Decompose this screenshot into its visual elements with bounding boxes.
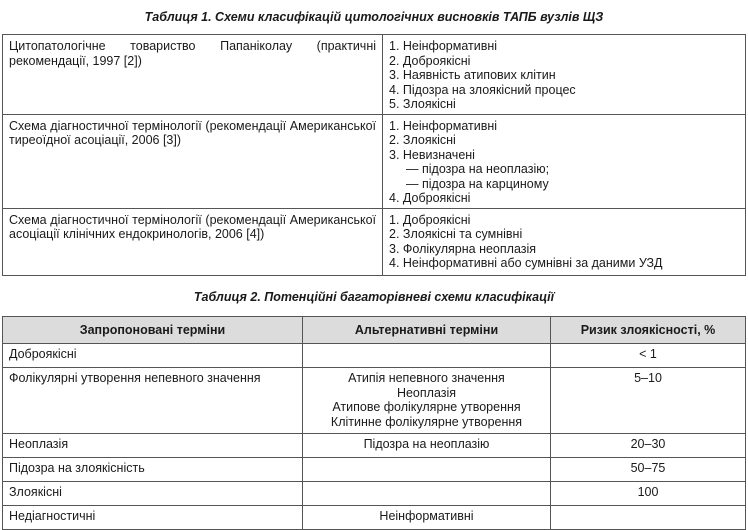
risk-cell: 50–75: [551, 458, 746, 482]
table-row: [3, 114, 746, 208]
table-row: [3, 35, 746, 115]
multitier-schemes-table: [2, 316, 746, 530]
categories-cell: [383, 35, 746, 115]
list-item: 4. Підозра на злоякісний процес: [389, 82, 576, 97]
scheme-cell: Схема діагностичної термінології (рекомендації Американської асоціації клінічних ендокринологів, 2006 [4]): [3, 208, 383, 275]
categories-cell: [383, 208, 746, 275]
list-item: 1. Неінформативні: [389, 118, 498, 133]
categories-cell: [383, 114, 746, 208]
list-subitem: — підозра на неоплазію;: [406, 162, 550, 176]
scheme-cell: Цитопатологічне товариство Папаніколау (практичні рекомендації, 1997 [2]): [3, 35, 383, 115]
table-row: [3, 458, 746, 482]
risk-cell: 100: [551, 482, 746, 506]
term-cell: Підозра на злоякісність: [3, 458, 303, 482]
list-item: 4. Неінформативні або сумнівні за даними УЗД: [389, 256, 663, 270]
term-cell: Недіагностичні: [3, 506, 303, 530]
alt-terms-cell: [303, 434, 551, 458]
column-header: Альтернативні терміни: [303, 317, 551, 344]
column-header: Ризик злоякісності, %: [551, 317, 746, 344]
list-item: 1. Неінформативні: [389, 39, 498, 53]
list-item: 1. Доброякісні: [389, 212, 471, 227]
list-item: 3. Фолікулярна неоплазія: [389, 241, 537, 256]
alt-term: Підозра на неоплазію: [363, 437, 490, 451]
risk-cell: 20–30: [551, 434, 746, 458]
term-cell: Фолікулярні утворення непевного значення: [3, 368, 303, 434]
risk-cell: 5–10: [551, 368, 746, 434]
table-row: [3, 482, 746, 506]
alt-terms-cell: [303, 368, 551, 434]
table-row: [3, 368, 746, 434]
table-row: [3, 506, 746, 530]
risk-cell: [551, 506, 746, 530]
alt-terms-cell: [303, 506, 551, 530]
list-item: 2. Злоякісні: [389, 133, 456, 147]
scheme-cell: Схема діагностичної термінології (рекомендації Американської тиреоїдної асоціації, 2006 [3]): [3, 114, 383, 208]
table-row: [3, 208, 746, 275]
risk-cell: < 1: [551, 344, 746, 368]
table2-caption: Таблиця 2. Потенційні багаторівневі схеми класифікації: [193, 290, 555, 304]
table-header-row: [3, 317, 746, 344]
table1-caption: Таблиця 1. Схеми класифікацій цитологічних висновків ТАПБ вузлів ЩЗ: [144, 10, 604, 24]
classification-schemes-table: [2, 34, 746, 276]
table-row: [3, 344, 746, 368]
alt-term: Неінформативні: [379, 509, 474, 523]
list-item: 2. Злоякісні та сумнівні: [389, 227, 523, 241]
alt-term: Атипія непевного значення: [348, 371, 505, 385]
alt-terms-cell: [303, 458, 551, 482]
alt-term: Клітинне фолікулярне утворення: [330, 414, 523, 429]
list-item: 3. Наявність атипових клітин: [389, 68, 556, 82]
term-cell: Доброякісні: [3, 344, 303, 368]
list-subitem: — підозра на карциному: [406, 176, 549, 191]
term-cell: Неоплазія: [3, 434, 303, 458]
table-row: [3, 434, 746, 458]
alt-term: Неоплазія: [396, 385, 457, 400]
alt-term: Атипове фолікулярне утворення: [332, 400, 521, 414]
term-cell: Злоякісні: [3, 482, 303, 506]
alt-terms-cell: [303, 344, 551, 368]
alt-terms-cell: [303, 482, 551, 506]
list-item: 3. Невизначені: [389, 147, 475, 162]
column-header: Запропоновані терміни: [3, 317, 303, 344]
list-item: 2. Доброякісні: [389, 53, 471, 68]
list-item: 5. Злоякісні: [389, 97, 456, 111]
list-item: 4. Доброякісні: [389, 191, 471, 205]
